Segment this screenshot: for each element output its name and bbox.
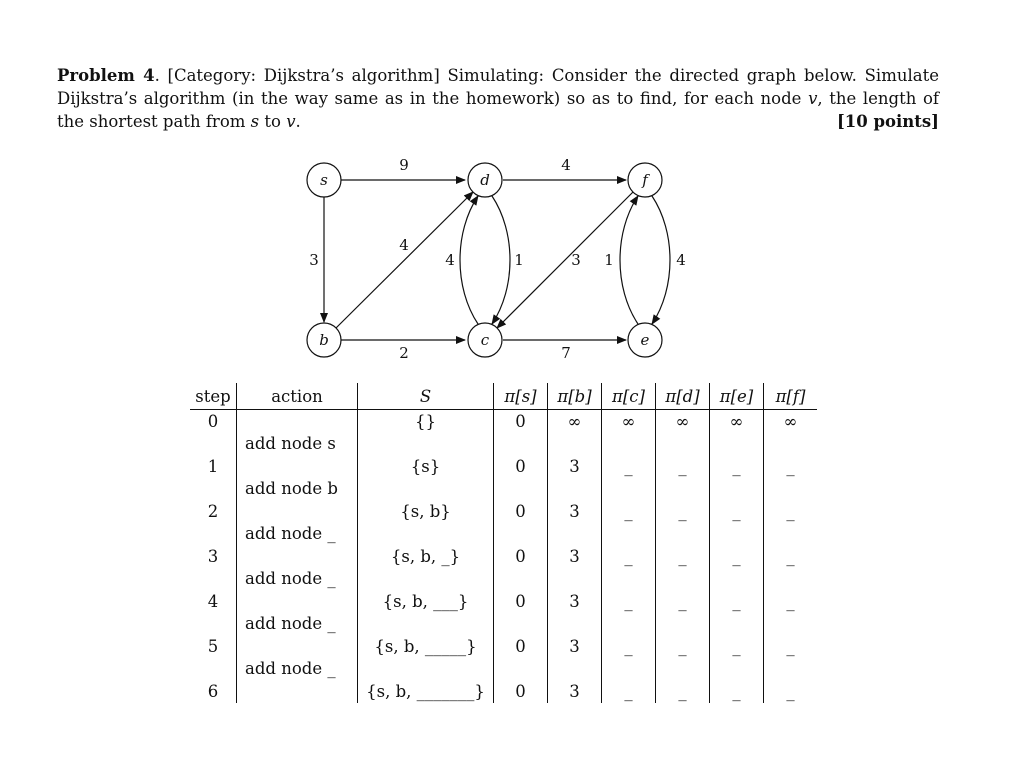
table-header-row (190, 383, 817, 410)
edge-f-e (652, 196, 670, 324)
S-cell: {s, b, _____} (358, 635, 494, 658)
weight-s-b: 3 (309, 251, 319, 269)
node-d-label: d (480, 171, 490, 189)
weight-d-f: 4 (561, 156, 571, 174)
pi-d-cell: _ (656, 590, 710, 613)
pi-f-cell: _ (786, 546, 795, 566)
step-cell: 6 (190, 680, 237, 703)
pi-c-cell: _ (602, 680, 656, 703)
S-cell: {s, b, _______} (358, 680, 494, 703)
problem-category: [Category: Dijkstra’s algorithm] Simulating: (167, 66, 545, 85)
pi-e-cell: _ (710, 590, 764, 613)
weight-b-c: 2 (399, 344, 409, 362)
pi-d-cell: _ (656, 635, 710, 658)
header-action: action (237, 383, 358, 410)
var-v-2: v (286, 112, 296, 131)
table-row (190, 500, 817, 523)
S-cell: {s, b} (358, 500, 494, 523)
pi-d-cell: _ (656, 500, 710, 523)
action-cell: add node _ (237, 523, 358, 546)
node-f-label: f (642, 171, 648, 189)
pi-f-cell: _ (786, 501, 795, 521)
header-pi-c: π[c] (602, 383, 656, 410)
pi-s-cell: 0 (494, 680, 548, 703)
weight-c-e: 7 (561, 344, 571, 362)
weight-e-f: 1 (604, 251, 614, 269)
node-b-label: b (319, 331, 329, 349)
table-row (190, 545, 817, 568)
weight-s-d: 9 (399, 156, 409, 174)
pi-s-cell: 0 (494, 635, 548, 658)
pi-s-cell: 0 (494, 590, 548, 613)
pi-s-cell: 0 (494, 500, 548, 523)
action-row (190, 478, 817, 501)
problem-statement: Problem 4. [Category: Dijkstra’s algorithm] Simulating: Consider the directed graph below. Simulate Dijkstra’s algorithm (in the way same as in the homework) so as to find, for each node v, the length of the shortest path from s to v. [10 points] (57, 66, 939, 131)
table-row (190, 455, 817, 478)
pi-b-cell: ∞ (548, 410, 602, 433)
pi-s-cell: 0 (494, 545, 548, 568)
edge-d-c (492, 196, 510, 324)
header-S: S (358, 383, 494, 410)
header-pi-b: π[b] (548, 383, 602, 410)
header-pi-f: π[f] (764, 383, 818, 410)
pi-f-cell: _ (786, 681, 795, 701)
table-row (190, 410, 817, 433)
pi-f-cell: _ (786, 456, 795, 476)
action-cell: add node s (237, 433, 358, 456)
action-row (190, 568, 817, 591)
S-cell: {s, b, ___} (358, 590, 494, 613)
action-cell: add node _ (237, 613, 358, 636)
pi-c-cell: _ (602, 635, 656, 658)
node-c-label: c (480, 331, 490, 349)
table-row (190, 635, 817, 658)
var-s: s (250, 112, 260, 131)
header-pi-d: π[d] (656, 383, 710, 410)
pi-c-cell: _ (602, 545, 656, 568)
pi-d-cell: _ (656, 545, 710, 568)
problem-text-3: to (264, 112, 281, 131)
step-cell: 5 (190, 635, 237, 658)
action-row (190, 523, 817, 546)
pi-c-cell: _ (602, 500, 656, 523)
S-cell: {s} (358, 455, 494, 478)
action-cell: add node _ (237, 658, 358, 681)
weight-c-d: 4 (445, 251, 455, 269)
node-s-label: s (320, 171, 328, 189)
problem-text-2: , the length of the shortest path from (57, 89, 939, 131)
pi-b-cell: 3 (548, 680, 602, 703)
edge-c-d (460, 196, 478, 324)
pi-c-cell: _ (602, 590, 656, 613)
pi-d-cell: _ (656, 455, 710, 478)
dijkstra-table-container (190, 383, 817, 703)
problem-text-1: Consider the directed graph below. Simulate Dijkstra’s algorithm (in the way same as in the homework) so as to find, for each node (57, 66, 939, 108)
pi-b-cell: 3 (548, 455, 602, 478)
pi-b-cell: 3 (548, 635, 602, 658)
problem-title: Problem 4 (57, 66, 155, 85)
S-cell: {} (358, 410, 494, 433)
action-row (190, 613, 817, 636)
weight-b-d: 4 (399, 236, 409, 254)
points-label: [10 points] (836, 112, 939, 131)
pi-s-cell: 0 (494, 410, 548, 433)
edge-e-f (620, 196, 638, 324)
weight-d-c: 1 (514, 251, 524, 269)
table-row (190, 680, 817, 703)
step-cell: 1 (190, 455, 237, 478)
pi-e-cell: _ (710, 635, 764, 658)
problem-text-4: . (295, 112, 301, 131)
weight-f-e: 4 (676, 251, 686, 269)
node-e-label: e (640, 331, 650, 349)
pi-e-cell: ∞ (710, 410, 764, 433)
pi-s-cell: 0 (494, 455, 548, 478)
weight-f-c: 3 (571, 251, 581, 269)
pi-f-cell: _ (786, 591, 795, 611)
S-cell: {s, b, _} (358, 545, 494, 568)
action-row (190, 433, 817, 456)
pi-e-cell: _ (710, 545, 764, 568)
action-cell: add node _ (237, 568, 358, 591)
step-cell: 3 (190, 545, 237, 568)
pi-e-cell: _ (710, 500, 764, 523)
pi-c-cell: _ (602, 455, 656, 478)
pi-b-cell: 3 (548, 545, 602, 568)
header-step: step (190, 383, 237, 410)
header-pi-s: π[s] (494, 383, 548, 410)
pi-e-cell: _ (710, 455, 764, 478)
pi-d-cell: _ (656, 680, 710, 703)
pi-d-cell: ∞ (656, 410, 710, 433)
dijkstra-table (190, 383, 817, 703)
pi-b-cell: 3 (548, 500, 602, 523)
var-v: v (808, 89, 818, 108)
pi-e-cell: _ (710, 680, 764, 703)
step-cell: 4 (190, 590, 237, 613)
action-cell (237, 410, 358, 433)
step-cell: 0 (190, 410, 237, 433)
header-pi-e: π[e] (710, 383, 764, 410)
pi-b-cell: 3 (548, 590, 602, 613)
action-cell: add node b (237, 478, 358, 501)
pi-f-cell: ∞ (783, 411, 798, 431)
action-row (190, 658, 817, 681)
pi-f-cell: _ (786, 636, 795, 656)
step-cell: 2 (190, 500, 237, 523)
table-row (190, 590, 817, 613)
pi-c-cell: ∞ (602, 410, 656, 433)
